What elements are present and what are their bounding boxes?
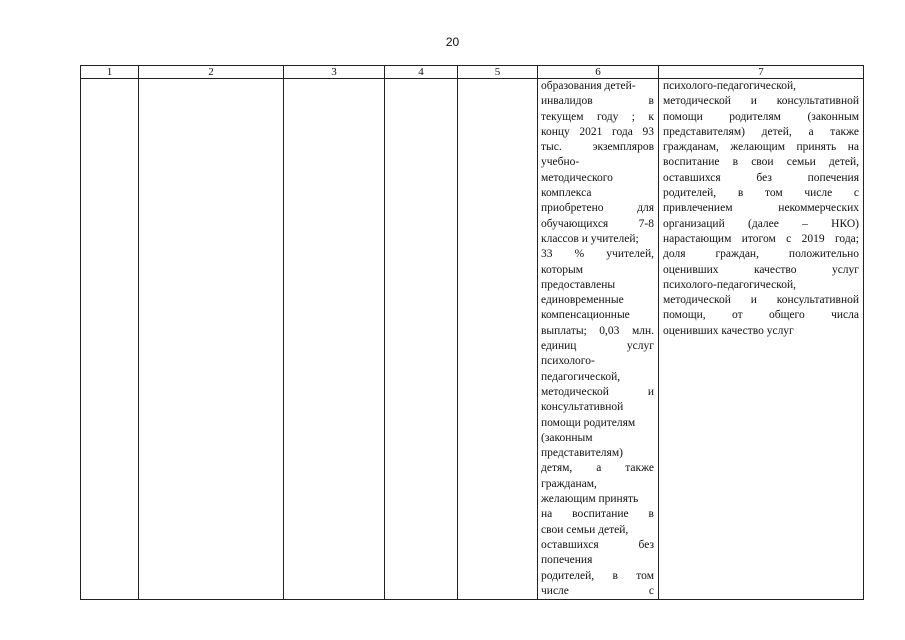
cell-col-7 (659, 79, 864, 600)
header-row (81, 66, 864, 79)
col7-line: методической и консультативной (663, 294, 859, 307)
col6-line: свои семьи детей, (541, 523, 629, 536)
column-header-6: 6 (538, 66, 659, 79)
col6-line: учебно- (541, 156, 580, 169)
col6-line: родителей, в том (541, 569, 654, 582)
column-header-7: 7 (659, 66, 864, 79)
document-table (80, 65, 864, 600)
col6-line: гражданам, (541, 477, 597, 490)
col6-line: тыс. экземпляров (541, 141, 654, 154)
col7-line: привлечением некоммерческих (663, 202, 859, 215)
col7-line: родителей, в том числе с (663, 187, 859, 200)
column-header-1: 1 (81, 66, 139, 79)
cell-col-5 (458, 79, 538, 600)
col6-line: концу 2021 года 93 (541, 125, 654, 138)
col6-line: оставшихся без (541, 538, 654, 551)
cell-col-1 (81, 79, 139, 600)
col7-line: организаций (далее – НКО) (663, 217, 859, 230)
col6-line: желающим принять (541, 493, 639, 506)
col6-line: комплекса (541, 187, 592, 200)
cell-col-4 (385, 79, 458, 600)
col6-line: помощи родителям (541, 416, 636, 429)
col6-line: текущем году ; к (541, 110, 654, 123)
col6-line: выплаты; 0,03 млн. (541, 324, 654, 337)
col6-line: консультативной (541, 401, 624, 414)
col6-line: представителям) (541, 447, 623, 460)
col7-line: оценивших качество услуг (663, 263, 859, 276)
col7-line: помощи, от общего числа (663, 309, 859, 322)
col7-line: воспитание в свои семьи детей, (663, 156, 859, 169)
col6-line: психолого- (541, 355, 595, 368)
col6-line: методического (541, 171, 613, 184)
col6-line: числе с (541, 584, 654, 597)
col6-line: инвалидов в (541, 95, 654, 108)
col7-line: нарастающим итогом с 2019 года; (663, 232, 859, 245)
col7-line: психолого-педагогической, (663, 278, 796, 291)
col6-line: классов и учителей; (541, 232, 639, 245)
col6-line: попечения (541, 554, 593, 567)
column-header-5: 5 (458, 66, 538, 79)
column-header-4: 4 (385, 66, 458, 79)
col7-line: оставшихся без попечения (663, 171, 859, 184)
cell-col-6 (538, 79, 659, 600)
col6-line: образования детей- (541, 80, 636, 92)
cell-col-2 (139, 79, 284, 600)
col6-line: компенсационные (541, 309, 630, 322)
col6-line: (законным (541, 431, 593, 444)
page-number: 20 (445, 35, 460, 49)
col6-line: обучающихся 7-8 (541, 217, 654, 230)
col6-line: единиц услуг (541, 340, 654, 353)
col6-line: методической и (541, 385, 654, 398)
col7-line: представителям) детей, а также (663, 125, 859, 138)
col6-line: которым (541, 263, 583, 276)
cell-col-3 (284, 79, 385, 600)
column-header-3: 3 (284, 66, 385, 79)
col7-line: методической и консультативной (663, 95, 859, 108)
col6-line: предоставлены (541, 278, 616, 291)
column-header-2: 2 (139, 66, 284, 79)
table-row (81, 79, 864, 600)
col6-line: на воспитание в (541, 508, 654, 521)
col6-line: приобретено для (541, 202, 654, 215)
col7-line: помощи родителям (законным (663, 110, 859, 123)
col6-line: 33 % учителей, (541, 248, 654, 261)
col7-line: психолого-педагогической, (663, 80, 796, 92)
col6-line: единовременные (541, 294, 624, 307)
col6-line: детям, а также (541, 462, 654, 475)
col7-line: доля граждан, положительно (663, 248, 859, 261)
col7-line: оценивших качество услуг (663, 324, 794, 337)
col7-line: гражданам, желающим принять на (663, 141, 859, 154)
col6-line: педагогической, (541, 370, 621, 383)
